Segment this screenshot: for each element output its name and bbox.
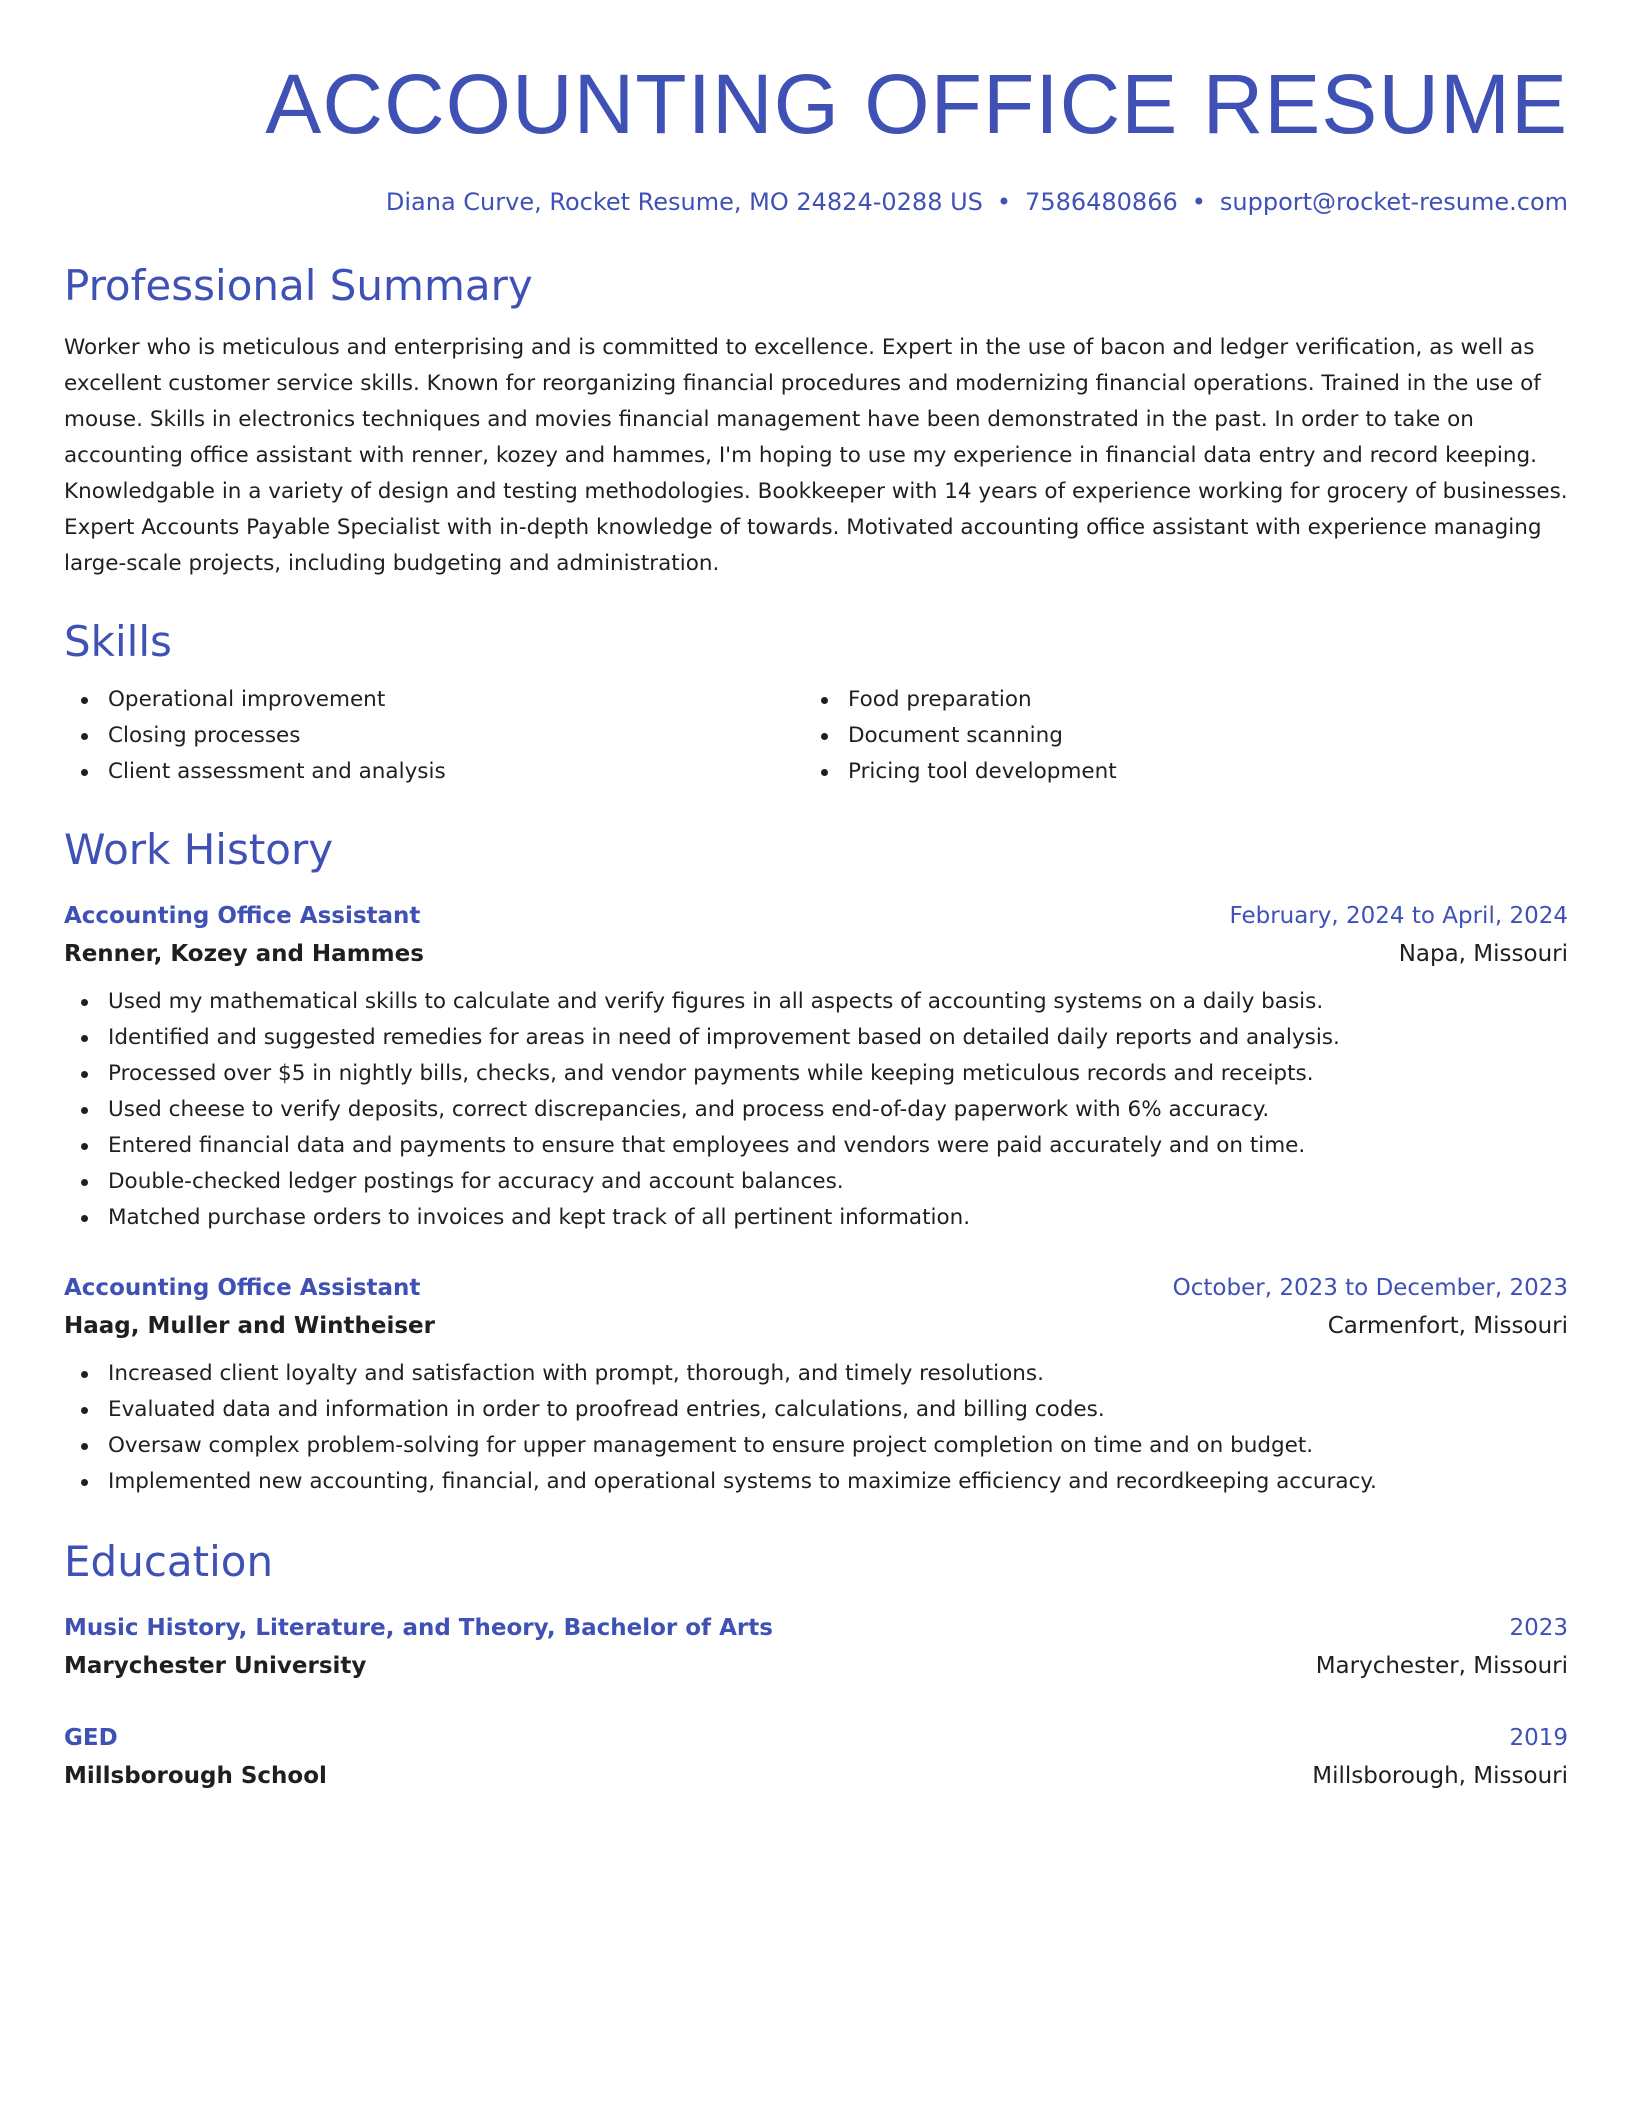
job-company-row bbox=[64, 1306, 1568, 1346]
education-school-row bbox=[64, 1646, 1568, 1686]
job-bullet: Used my mathematical skills to calculate and verify figures in all aspects of accounting systems on a daily basis. bbox=[64, 984, 1568, 1020]
job-dates: October, 2023 to December, 2023 bbox=[1172, 1275, 1568, 1301]
education-school: Marychester University bbox=[64, 1653, 367, 1679]
education-degree: GED bbox=[64, 1725, 118, 1751]
job-company: Haag, Muller and Wintheiser bbox=[64, 1313, 435, 1339]
job-title: Accounting Office Assistant bbox=[64, 903, 421, 929]
job-bullet: Identified and suggested remedies for areas in need of improvement based on detailed daily reports and analysis. bbox=[64, 1020, 1568, 1056]
work-history-section bbox=[64, 824, 1568, 1500]
summary-heading: Professional Summary bbox=[64, 261, 533, 310]
education-section bbox=[64, 1536, 1568, 1796]
job-location: Carmenfort, Missouri bbox=[1327, 1313, 1568, 1339]
job-entry bbox=[64, 1270, 1568, 1500]
job-entry bbox=[64, 898, 1568, 1236]
education-location: Millsborough, Missouri bbox=[1312, 1763, 1568, 1789]
contact-line bbox=[64, 186, 1568, 218]
job-bullet: Evaluated data and information in order to proofread entries, calculations, and billing codes. bbox=[64, 1392, 1568, 1428]
education-degree-row bbox=[64, 1610, 1568, 1646]
contact-email[interactable]: support@rocket-resume.com bbox=[1219, 188, 1568, 216]
job-bullet: Increased client loyalty and satisfaction with prompt, thorough, and timely resolutions. bbox=[64, 1356, 1568, 1392]
skills-column-left bbox=[64, 682, 804, 790]
skills-column-right bbox=[804, 682, 1544, 790]
job-location: Napa, Missouri bbox=[1398, 941, 1568, 967]
summary-section bbox=[64, 260, 1568, 582]
contact-address: Diana Curve, Rocket Resume, MO 24824-0288 US bbox=[385, 188, 983, 216]
job-bullet: Processed over $5 in nightly bills, checks, and vendor payments while keeping meticulous records and receipts. bbox=[64, 1056, 1568, 1092]
job-bullet: Oversaw complex problem-solving for upper management to ensure project completion on time and on budget. bbox=[64, 1428, 1568, 1464]
education-school-row bbox=[64, 1756, 1568, 1796]
skill-item: Pricing tool development bbox=[804, 754, 1544, 790]
skill-item: Operational improvement bbox=[64, 682, 804, 718]
work-history-heading: Work History bbox=[64, 825, 334, 874]
contact-phone: 7586480866 bbox=[1025, 188, 1178, 216]
job-title-row bbox=[64, 1270, 1568, 1306]
skills-list-right bbox=[804, 682, 1544, 790]
education-degree: Music History, Literature, and Theory, Bachelor of Arts bbox=[64, 1615, 773, 1641]
contact-separator: • bbox=[1191, 188, 1206, 216]
resume-header bbox=[64, 56, 1568, 218]
job-title: Accounting Office Assistant bbox=[64, 1275, 421, 1301]
job-title-row bbox=[64, 898, 1568, 934]
education-heading: Education bbox=[64, 1537, 274, 1586]
education-year: 2023 bbox=[1509, 1615, 1568, 1641]
job-bullets bbox=[64, 1356, 1568, 1500]
job-bullets bbox=[64, 984, 1568, 1236]
skills-section bbox=[64, 616, 1568, 790]
skills-heading: Skills bbox=[64, 617, 172, 666]
job-dates: February, 2024 to April, 2024 bbox=[1229, 903, 1568, 929]
skill-item: Document scanning bbox=[804, 718, 1544, 754]
contact-separator: • bbox=[996, 188, 1012, 216]
education-degree-row bbox=[64, 1720, 1568, 1756]
job-bullet: Matched purchase orders to invoices and kept track of all pertinent information. bbox=[64, 1200, 1568, 1236]
education-entry bbox=[64, 1610, 1568, 1686]
education-year: 2019 bbox=[1509, 1725, 1568, 1751]
skill-item: Food preparation bbox=[804, 682, 1544, 718]
job-bullet: Entered financial data and payments to ensure that employees and vendors were paid accurately and on time. bbox=[64, 1128, 1568, 1164]
education-school: Millsborough School bbox=[64, 1763, 327, 1789]
skills-grid bbox=[64, 682, 1568, 790]
skills-list-left bbox=[64, 682, 804, 790]
skill-item: Closing processes bbox=[64, 718, 804, 754]
education-location: Marychester, Missouri bbox=[1315, 1653, 1568, 1679]
job-bullet: Implemented new accounting, financial, and operational systems to maximize efficiency and recordkeeping accuracy. bbox=[64, 1464, 1568, 1500]
job-company: Renner, Kozey and Hammes bbox=[64, 941, 424, 967]
job-company-row bbox=[64, 934, 1568, 974]
summary-text: Worker who is meticulous and enterprising and is committed to excellence. Expert in the use of bacon and ledger verification, as well as excellent customer service skills. Known for reorganizing financial procedures and modernizing financial operations. Trained in the use of mouse. Skills in electronics techniques and movies financial management have been demonstrated in the past. In order to take on accounting office assistant with renner, kozey and hammes, I'm hoping to use my experience in financial data entry and record keeping. Knowledgable in a variety of design and testing methodologies. Bookkeeper with 14 years of experience working for grocery of businesses. Expert Accounts Payable Specialist with in-depth knowledge of towards. Motivated accounting office assistant with experience managing large-scale projects, including budgeting and administration. bbox=[64, 335, 1568, 576]
skill-item: Client assessment and analysis bbox=[64, 754, 804, 790]
resume-title: ACCOUNTING OFFICE RESUME bbox=[265, 57, 1568, 151]
education-entry bbox=[64, 1720, 1568, 1796]
job-bullet: Double-checked ledger postings for accuracy and account balances. bbox=[64, 1164, 1568, 1200]
job-bullet: Used cheese to verify deposits, correct discrepancies, and process end-of-day paperwork with 6% accuracy. bbox=[64, 1092, 1568, 1128]
